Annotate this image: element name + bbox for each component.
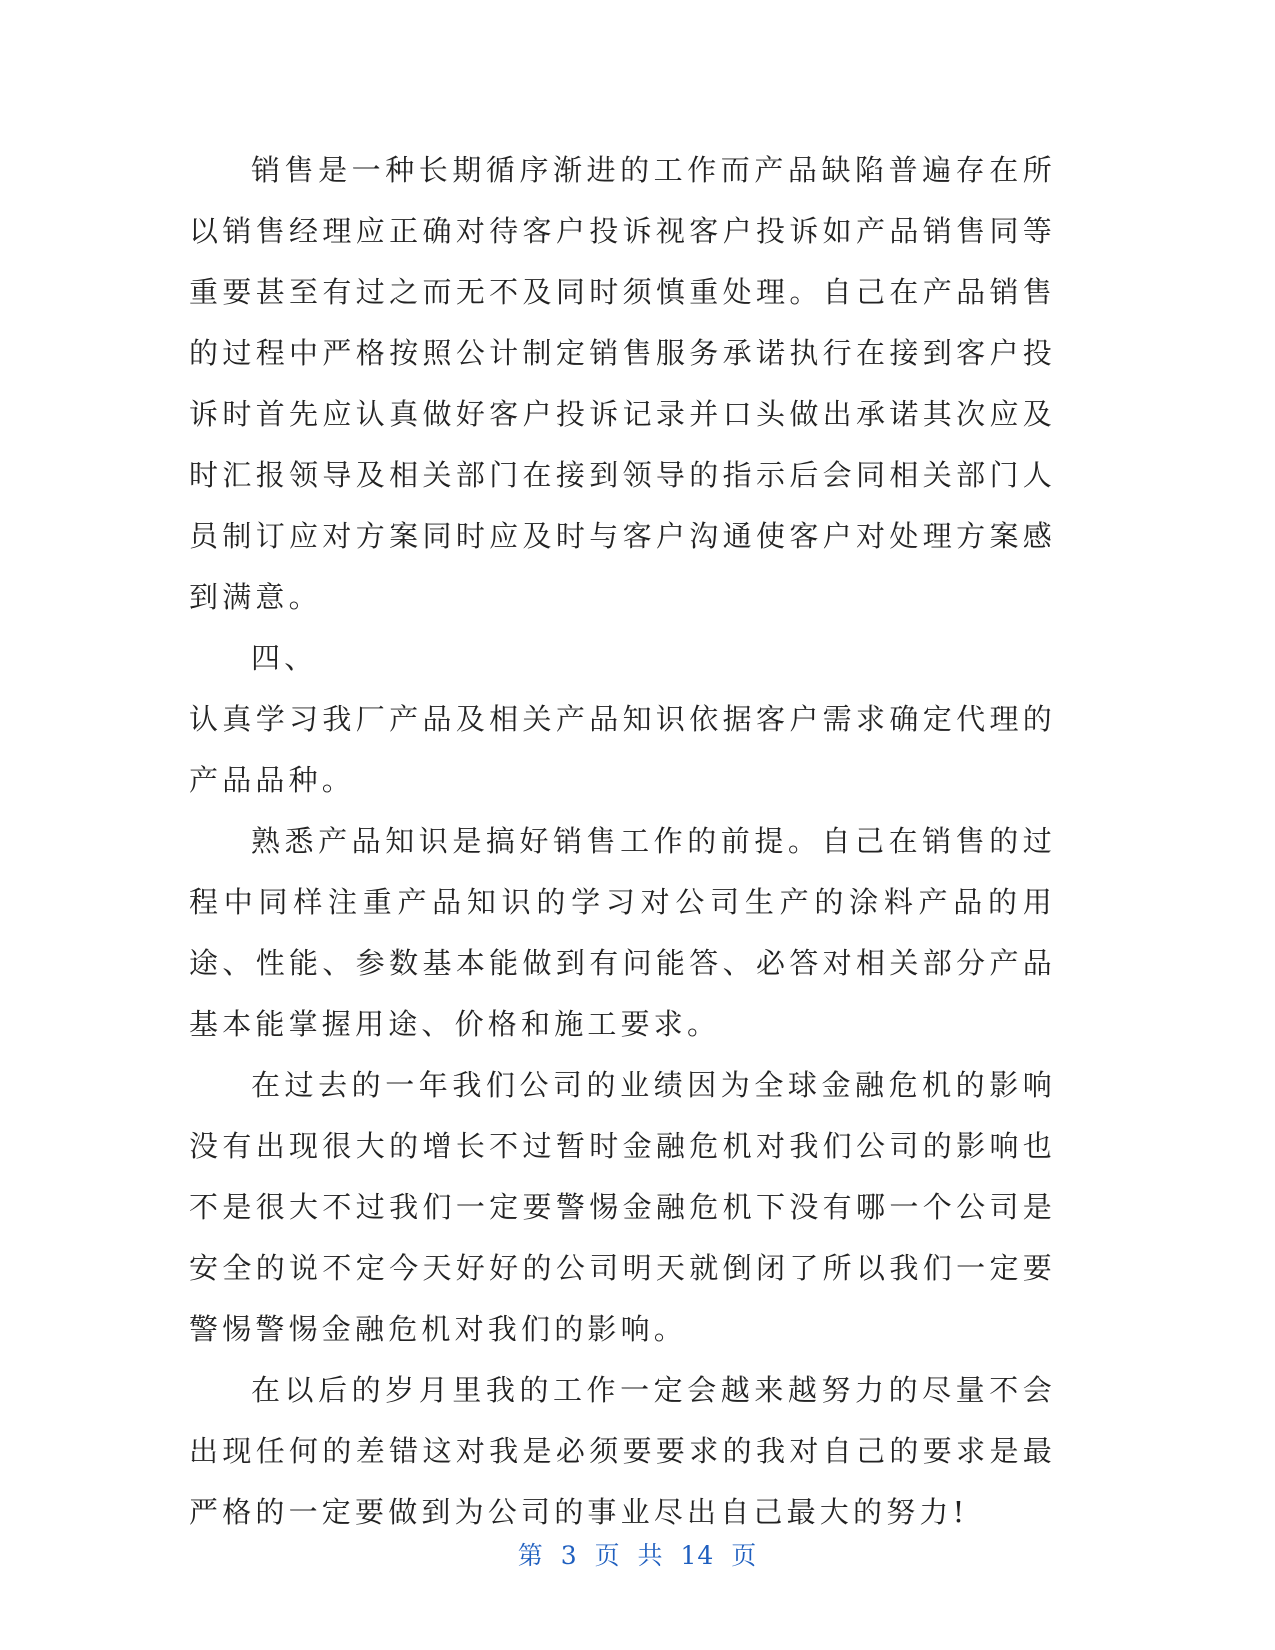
page-number-footer: 第 3 页 共 14 页 (517, 1541, 758, 1570)
section-heading-four: 四、 (251, 641, 318, 675)
paragraph-future-commitment: 在以后的岁月里我的工作一定会越来越努力的尽量不会出现任何的差错这对我是必须要要求的我对自己的要求是最严格的一定要做到为公司的事业尽出自己最大的努力! (189, 1373, 1056, 1529)
document-body (189, 140, 1056, 1543)
section-title-product-knowledge: 认真学习我厂产品及相关产品知识依据客户需求确定代理的产品品种。 (189, 702, 1056, 797)
paragraph-product-knowledge: 熟悉产品知识是搞好销售工作的前提。自己在销售的过程中同样注重产品知识的学习对公司生产的涂料产品的用途、性能、参数基本能做到有问能答、必答对相关部分产品基本能掌握用途、价格和施工要求。 (189, 824, 1056, 1041)
paragraph-complaint-handling: 销售是一种长期循序渐进的工作而产品缺陷普遍存在所以销售经理应正确对待客户投诉视客户投诉如产品销售同等重要甚至有过之而无不及同时须慎重处理。自己在产品销售的过程中严格按照公计制定销售服务承诺执行在接到客户投诉时首先应认真做好客户投诉记录并口头做出承诺其次应及时汇报领导及相关部门在接到领导的指示后会同相关部门人员制订应对方案同时应及时与客户沟通使客户对处理方案感到满意。 (189, 153, 1056, 614)
paragraph-financial-crisis: 在过去的一年我们公司的业绩因为全球金融危机的影响没有出现很大的增长不过暂时金融危机对我们公司的影响也不是很大不过我们一定要警惕金融危机下没有哪一个公司是安全的说不定今天好好的公司明天就倒闭了所以我们一定要警惕警惕金融危机对我们的影响。 (189, 1068, 1056, 1346)
